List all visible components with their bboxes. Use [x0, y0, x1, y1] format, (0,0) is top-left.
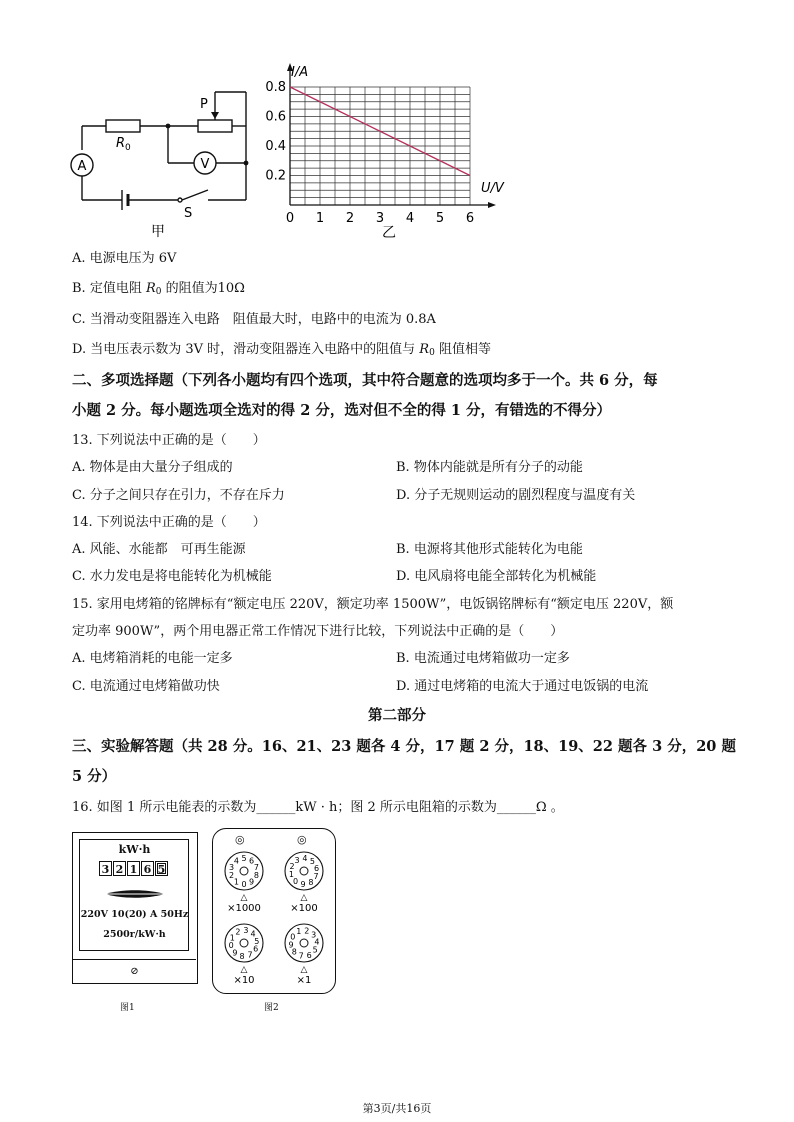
- q13-option-b: B. 物体内能就是所有分子的动能: [396, 460, 583, 475]
- dial-digit: 5: [241, 854, 247, 863]
- q12-option-a: A. 电源电压为 6V: [72, 251, 177, 266]
- dial-digit: 2: [289, 862, 295, 872]
- q15-stem-2: 定功率 900W”，两个用电器正常工作情况下进行比较，下列说法中正确的是（ ）: [72, 624, 564, 639]
- graph-xlabel: U/V: [481, 181, 504, 196]
- q12-option-c: C. 当滑动变阻器连入电路 阻值最大时，电路中的电流为 0.8A: [72, 312, 436, 327]
- dial-digit: 6: [306, 950, 312, 960]
- meter-spec-2: 2500r/kW·h: [103, 929, 166, 940]
- dial-digit: 7: [253, 863, 259, 872]
- meter-digit: 5: [155, 861, 168, 876]
- dial-digit: 0: [241, 880, 247, 889]
- dial-digit: 9: [288, 940, 294, 950]
- q15-option-a: A. 电烤箱消耗的电能一定多: [72, 651, 233, 666]
- q12-b-var: R: [145, 281, 156, 296]
- slider-label: P: [200, 97, 208, 112]
- x-tick-label: 0: [285, 211, 295, 226]
- x-axis-arrow: [488, 202, 496, 208]
- dial-digit: 1: [233, 877, 239, 887]
- part2-title: 第二部分: [368, 707, 426, 724]
- q14-option-b: B. 电源将其他形式能转化为电能: [396, 542, 583, 557]
- x-tick-label: 4: [405, 211, 415, 226]
- pointer-icon: △: [240, 893, 248, 903]
- dial-digit: 4: [314, 937, 320, 947]
- q13-option-c: C. 分子之间只存在引力，不存在斥力: [72, 488, 285, 503]
- x-tick-label: 1: [315, 211, 325, 226]
- meter-spec-1: 220V 10(20) A 50Hz: [80, 909, 189, 920]
- dial-multiplier-label: ×10: [233, 975, 255, 986]
- dial-digit: 3: [311, 930, 317, 940]
- meter-digits: [99, 861, 169, 876]
- dial-digit: 2: [229, 871, 235, 880]
- r0-sub: 0: [125, 143, 131, 153]
- ammeter-label: A: [77, 159, 87, 174]
- dial-digit: 5: [309, 857, 315, 867]
- circuit-diagram: [60, 80, 260, 240]
- dial-digit: 7: [313, 871, 319, 881]
- dial-multiplier-label: ×1000: [227, 903, 261, 914]
- meter-terminal-icon: ⊘: [130, 966, 139, 977]
- q15-stem-1: 15. 家用电烤箱的铭牌标有“额定电压 220V，额定功率 1500W”，电饭锅铭牌标有“额定电压 220V，额: [72, 597, 674, 612]
- y-tick-label: 0.2: [265, 168, 286, 184]
- figure1-caption: 图1: [120, 1003, 135, 1013]
- dial-digit: 3: [243, 926, 249, 936]
- graph-ylabel: I/A: [291, 65, 309, 80]
- dials-group: [213, 829, 335, 993]
- q13-stem: 13. 下列说法中正确的是（ ）: [72, 433, 266, 448]
- y-tick-label: 0.6: [265, 109, 286, 125]
- graph-grid: [290, 87, 470, 205]
- q14-stem: 14. 下列说法中正确的是（ ）: [72, 515, 266, 530]
- iu-graph: [255, 60, 515, 240]
- q14-option-a: A. 风能、水能都 可再生能源: [72, 542, 246, 557]
- q13-option-a: A. 物体是由大量分子组成的: [72, 460, 233, 475]
- figure-jia-caption: 甲: [151, 224, 165, 240]
- dial-digit: 4: [233, 856, 239, 866]
- dial-digit: 0: [228, 941, 234, 951]
- dial-digit: 4: [250, 929, 256, 939]
- q12-option-b: [72, 281, 245, 300]
- dial-digit: 2: [304, 926, 310, 936]
- dial: [225, 924, 263, 986]
- dial-digit: 7: [298, 951, 304, 961]
- meter-disc-icon: [103, 889, 167, 899]
- q12-d-sub: 0: [429, 348, 435, 358]
- dial-digit: 4: [302, 854, 308, 863]
- pointer-icon: △: [300, 965, 308, 975]
- dial-digit: 5: [312, 945, 318, 955]
- x-tick-label: 2: [345, 211, 355, 226]
- meter-unit: kW·h: [118, 843, 151, 856]
- q12-d-post: 阻值相等: [434, 342, 491, 357]
- x-tick-label: 6: [465, 211, 475, 226]
- dial: [285, 924, 323, 986]
- dial: [285, 852, 323, 914]
- dial-digit: 6: [314, 863, 320, 873]
- page-footer: 第3页/共16页: [362, 1102, 432, 1115]
- graph-axes: [287, 63, 496, 208]
- terminal-right-icon: ◎: [297, 833, 307, 846]
- q14-option-d: D. 电风扇将电能全部转化为机械能: [396, 569, 597, 584]
- electricity-meter: [72, 832, 198, 984]
- dial-digit: 8: [253, 871, 259, 880]
- dial-digit: 6: [249, 856, 255, 866]
- resistance-box: [212, 828, 336, 994]
- y-tick-label: 0.4: [265, 139, 286, 154]
- dial-digit: 1: [288, 870, 294, 880]
- dial-digit: 3: [229, 863, 235, 872]
- dial-digit: 0: [293, 876, 299, 886]
- switch-label: S: [184, 206, 193, 221]
- y-tick-label: 0.8: [265, 80, 286, 95]
- dial-multiplier-label: ×100: [290, 903, 318, 914]
- q12-b-sub: 0: [155, 287, 162, 297]
- dial-digit: 9: [249, 877, 255, 887]
- section3-heading-2: 5 分）: [72, 768, 117, 785]
- q15-option-c: C. 电流通过电烤箱做功快: [72, 679, 220, 694]
- dial-digit: 7: [247, 950, 253, 960]
- graph-caption: 乙: [382, 225, 396, 240]
- dial: [225, 852, 263, 914]
- meter-digit: 1: [127, 861, 140, 876]
- dial-digit: 8: [239, 951, 245, 961]
- pointer-icon: △: [300, 893, 308, 903]
- q12-b-post: 的阻值为10Ω: [161, 281, 245, 296]
- voltmeter-label: V: [200, 157, 210, 172]
- terminal-left-icon: ◎: [235, 833, 245, 846]
- q14-option-c: C. 水力发电是将电能转化为机械能: [72, 569, 272, 584]
- dial-multiplier-label: ×1: [296, 975, 312, 986]
- dial-digit: 9: [300, 880, 306, 889]
- section2-heading-2: 小题 2 分。每小题选项全选对的得 2 分，选对但不全的得 1 分，有错选的不得分）: [72, 402, 612, 419]
- dial-digit: 5: [254, 936, 260, 946]
- x-tick-label: 5: [435, 211, 445, 226]
- dial-digit: 8: [308, 878, 314, 887]
- q12-option-d: [72, 342, 491, 361]
- dial-digit: 2: [235, 927, 241, 937]
- section2-heading-1: 二、多项选择题（下列各小题均有四个选项，其中符合题意的选项均多于一个。共 6 分，每: [72, 372, 658, 389]
- x-tick-label: 3: [375, 211, 385, 226]
- dial-digit: 8: [291, 947, 297, 957]
- figure2-caption: 图2: [264, 1003, 279, 1013]
- section3-heading-1: 三、实验解答题（共 28 分。16、21、23 题各 4 分，17 题 2 分，18、19、22 题各 3 分，20 题: [72, 738, 736, 755]
- dial-digit: 1: [296, 927, 302, 937]
- q16-stem: 16. 如图 1 所示电能表的示数为______kW · h；图 2 所示电阻箱的示数为______Ω 。: [72, 800, 564, 815]
- pointer-icon: △: [240, 965, 248, 975]
- dial-digit: 9: [232, 948, 238, 958]
- q15-option-d: D. 通过电烤箱的电流大于通过电饭锅的电流: [396, 679, 649, 694]
- dial-digit: 3: [294, 856, 300, 865]
- meter-digit: 2: [113, 861, 126, 876]
- dial-digit: 6: [253, 944, 259, 954]
- r0-label: R: [116, 136, 126, 151]
- dial-digit: 0: [290, 932, 296, 942]
- meter-digit: 6: [141, 861, 154, 876]
- dial-digit: 1: [229, 933, 235, 943]
- meter-digit: 3: [99, 861, 112, 876]
- q12-d-var: R: [419, 342, 430, 357]
- q12-b-pre: B. 定值电阻: [72, 281, 146, 296]
- q15-option-b: B. 电流通过电烤箱做功一定多: [396, 651, 570, 666]
- q12-d-pre: D. 当电压表示数为 3V 时，滑动变阻器连入电路中的阻值与: [72, 342, 420, 357]
- q13-option-d: D. 分子无规则运动的剧烈程度与温度有关: [396, 488, 636, 503]
